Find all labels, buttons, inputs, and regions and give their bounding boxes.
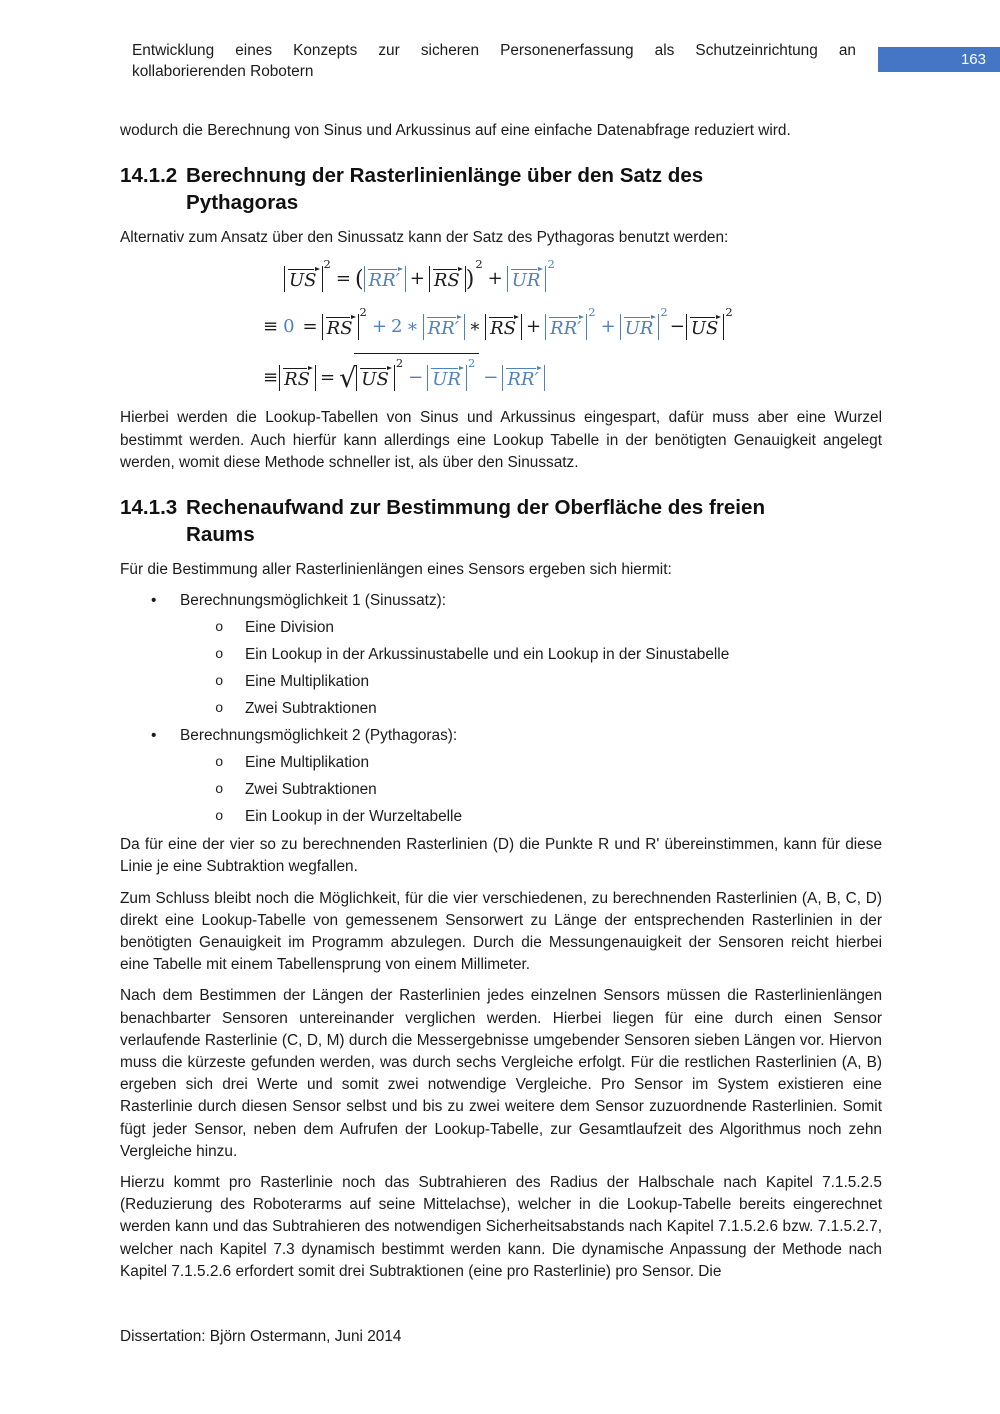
circle-bullet-icon: o bbox=[215, 782, 224, 799]
equals-sign: = bbox=[319, 367, 336, 389]
abs-vector-RR bbox=[545, 305, 597, 340]
abs-vector-UR bbox=[620, 305, 669, 340]
circle-bullet-icon: o bbox=[215, 647, 224, 664]
exponent-2: 2 bbox=[660, 305, 668, 320]
equiv-sign: ≡ bbox=[263, 316, 279, 338]
square-root bbox=[339, 353, 479, 394]
list-item: o Zwei Subtraktionen bbox=[120, 698, 882, 720]
close-paren: ) bbox=[465, 267, 475, 293]
zero: 0 bbox=[283, 316, 295, 338]
bullet-icon: • bbox=[151, 727, 157, 745]
paragraph-nach-dem: Nach dem Bestimmen der Längen der Rasterlinien jedes einzelnen Sensors müssen die Rasterlinienlängen benachbarter Sensoren untereinander verglichen werden. Hierbei liegen für eine durch einen Sensor verlaufende Rasterlinie (C, D, M) durch die Messergebnisse umgebender Sensoren sieben Längen vor. Hiervon muss die kürzeste gefunden werden, was durch sechs Vergleiche erfolgt. Für die restlichen Rasterlinien (A, B) ergeben sich drei Werte und somit zwei notwendige Vergleiche. Pro Sensor im System existieren eine Rasterlinie durch diesen Sensor selbst und bis zu zwei weitere dem Sensor zuzuordnende Rasterlinien. Somit fügt jeder Sensor, neben dem Aufrufen der Lookup-Tabelle, zur Gesamtlaufzeit des Algorithmus noch zehn Vergleiche hinzu. bbox=[120, 987, 882, 1160]
coefficient-2: 2 bbox=[390, 316, 403, 338]
list-item: o Eine Division bbox=[120, 617, 882, 639]
abs-vector-US bbox=[284, 257, 332, 292]
abs-vector-RS bbox=[279, 367, 316, 391]
abs-vector-US bbox=[356, 356, 404, 391]
section-title: Rechenaufwand zur Bestimmung der Oberfläche des freien Raums bbox=[186, 496, 766, 547]
vector-US: US bbox=[289, 270, 317, 292]
paragraph-zum-schluss: Zum Schluss bleibt noch die Möglichkeit, für die vier verschiedenen, zu berechnenden Rasterlinien (A, B, C, D) direkt eine Lookup-Tabelle von gemessenem Sensorwert zu Länge der entsprechenden Rasterlinien in der benötigten Genauigkeit im Programm abzulegen. Durch die Messungenauigkeit der Sensoren reicht hierbei eine Tabelle mit einem Tabellensprung von einem Millimeter. bbox=[120, 889, 882, 974]
plus-sign: + bbox=[600, 316, 616, 338]
section-number: 14.1.3 bbox=[120, 496, 178, 520]
circle-bullet-icon: o bbox=[215, 701, 224, 718]
open-paren: ( bbox=[354, 267, 364, 293]
vector-RS: RS bbox=[326, 318, 353, 340]
formula-line-3 bbox=[262, 353, 882, 394]
paragraph-intro: wodurch die Berechnung von Sinus und Arkussinus auf eine einfache Datenabfrage reduziert wird. bbox=[120, 122, 791, 139]
section-number: 14.1.2 bbox=[120, 164, 178, 188]
paragraph-da: Da für eine der vier so zu berechnenden Rasterlinien (D) die Punkte R und R' übereinstimmen, kann für diese Linie je eine Subtraktion wegfallen. bbox=[120, 836, 882, 876]
multiplication-sign: ∗ bbox=[406, 316, 419, 338]
list-item: o Zwei Subtraktionen bbox=[120, 779, 882, 801]
circle-bullet-icon: o bbox=[215, 674, 224, 691]
abs-vector-RS bbox=[322, 305, 368, 340]
list-item: • Berechnungsmöglichkeit 2 (Pythagoras): bbox=[120, 725, 882, 747]
abs-vector-US bbox=[686, 305, 734, 340]
formula-line-2 bbox=[262, 306, 882, 342]
vector-RR-prime: RR′ bbox=[550, 318, 582, 340]
vector-US: US bbox=[361, 369, 389, 391]
paragraph-fuer: Für die Bestimmung aller Rasterlinienlängen eines Sensors ergeben sich hiermit: bbox=[120, 561, 672, 579]
exponent-2: 2 bbox=[359, 305, 367, 320]
paragraph-alternativ: Alternativ zum Ansatz über den Sinussatz kann der Satz des Pythagoras benutzt werden: bbox=[120, 229, 729, 247]
running-header bbox=[132, 40, 856, 82]
plus-sign: + bbox=[525, 316, 542, 338]
list-item: o Ein Lookup in der Wurzeltabelle bbox=[120, 806, 882, 828]
abs-vector-RR bbox=[423, 316, 465, 340]
exponent-2: 2 bbox=[323, 257, 331, 272]
list-item: • Berechnungsmöglichkeit 1 (Sinussatz): bbox=[120, 590, 882, 612]
computation-options-list bbox=[120, 590, 882, 828]
radicand bbox=[354, 353, 479, 393]
list-item: o Eine Multiplikation bbox=[120, 752, 882, 774]
paragraph-hierzu: Hierzu kommt pro Rasterlinie noch das Subtrahieren des Radius der Halbschale nach Kapitel 7.1.5.2.5 (Reduzierung des Roboterarms auf seine Mittelachse), welcher in die Lookup-Tabelle bereits eingerechnet werden kann und das Subtrahieren des notwendigen Sicherheitsabstands nach Kapitel 7.1.5.2.6 bzw. 7.1.5.2.7, welcher nach Kapitel 7.3 dynamisch bestimmt werden kann. Die dynamische Anpassung der Methode nach Kapitel 7.1.5.2.6 erfordert somit drei Subtraktionen (eine pro Rasterlinie) pro Sensor. Die bbox=[120, 1174, 882, 1280]
equiv-sign: ≡ bbox=[263, 367, 279, 389]
exponent-2: 2 bbox=[467, 356, 476, 371]
equals-sign: = bbox=[302, 316, 318, 338]
exponent-2: 2 bbox=[588, 305, 596, 320]
radical-sign: √ bbox=[339, 363, 357, 395]
exponent-2: 2 bbox=[475, 257, 483, 272]
section-title: Berechnung der Rasterlinienlänge über den Satz des Pythagoras bbox=[186, 164, 704, 215]
vector-RS: RS bbox=[433, 270, 460, 292]
pythagoras-derivation-formula bbox=[262, 258, 882, 394]
circle-bullet-icon: o bbox=[215, 620, 224, 637]
minus-sign: − bbox=[408, 367, 424, 389]
vector-UR: UR bbox=[624, 318, 654, 340]
section-heading-14-1-2 bbox=[120, 162, 882, 216]
page-number-badge: 163 bbox=[878, 47, 1000, 72]
abs-vector-UR bbox=[507, 257, 556, 292]
list-item: o Eine Multiplikation bbox=[120, 671, 882, 693]
bullet-icon: • bbox=[151, 592, 157, 610]
vector-RR-prime: RR′ bbox=[368, 270, 400, 292]
vector-RR-prime: RR′ bbox=[427, 318, 459, 340]
header-title-line1: Entwicklung eines Konzepts zur sicheren Personenerfassung als Schutzeinrichtung an bbox=[132, 42, 856, 59]
multiplication-sign: ∗ bbox=[468, 316, 482, 338]
equals-sign: = bbox=[335, 268, 351, 290]
abs-vector-RR bbox=[364, 268, 406, 292]
plus-sign: + bbox=[409, 268, 425, 290]
circle-bullet-icon: o bbox=[215, 809, 224, 826]
formula-line-1 bbox=[262, 258, 882, 295]
exponent-2: 2 bbox=[725, 305, 733, 320]
vector-UR: UR bbox=[511, 270, 541, 292]
plus-sign: + bbox=[487, 268, 503, 290]
abs-vector-UR bbox=[427, 356, 476, 391]
header-title-line2: kollaborierenden Robotern bbox=[132, 63, 314, 80]
abs-vector-RS bbox=[485, 316, 522, 340]
section-heading-14-1-3 bbox=[120, 494, 882, 548]
abs-vector-RS bbox=[429, 268, 466, 292]
abs-vector-RR bbox=[502, 367, 544, 391]
plus-sign: + bbox=[371, 316, 387, 338]
minus-sign: − bbox=[669, 316, 685, 338]
exponent-2: 2 bbox=[547, 257, 555, 272]
vector-RS: RS bbox=[490, 318, 516, 340]
minus-sign: − bbox=[483, 367, 499, 389]
vector-UR: UR bbox=[432, 369, 461, 391]
exponent-2: 2 bbox=[395, 356, 404, 371]
list-item: o Ein Lookup in der Arkussinustabelle und ein Lookup in der Sinustabelle bbox=[120, 644, 882, 666]
page-content bbox=[120, 120, 882, 1292]
vector-RR-prime: RR′ bbox=[507, 369, 539, 391]
vector-US: US bbox=[690, 318, 719, 340]
circle-bullet-icon: o bbox=[215, 755, 224, 772]
paragraph-hierbei: Hierbei werden die Lookup-Tabellen von Sinus und Arkussinus eingespart, dafür muss aber eine Wurzel bestimmt werden. Auch hierfür kann allerdings eine Lookup Tabelle in der benötigten Genauigkeit angelegt werden, womit diese Methode schneller ist, als über den Sinussatz. bbox=[120, 409, 882, 471]
footer-text: Dissertation: Björn Ostermann, Juni 2014 bbox=[120, 1328, 402, 1345]
vector-RS: RS bbox=[284, 369, 310, 391]
